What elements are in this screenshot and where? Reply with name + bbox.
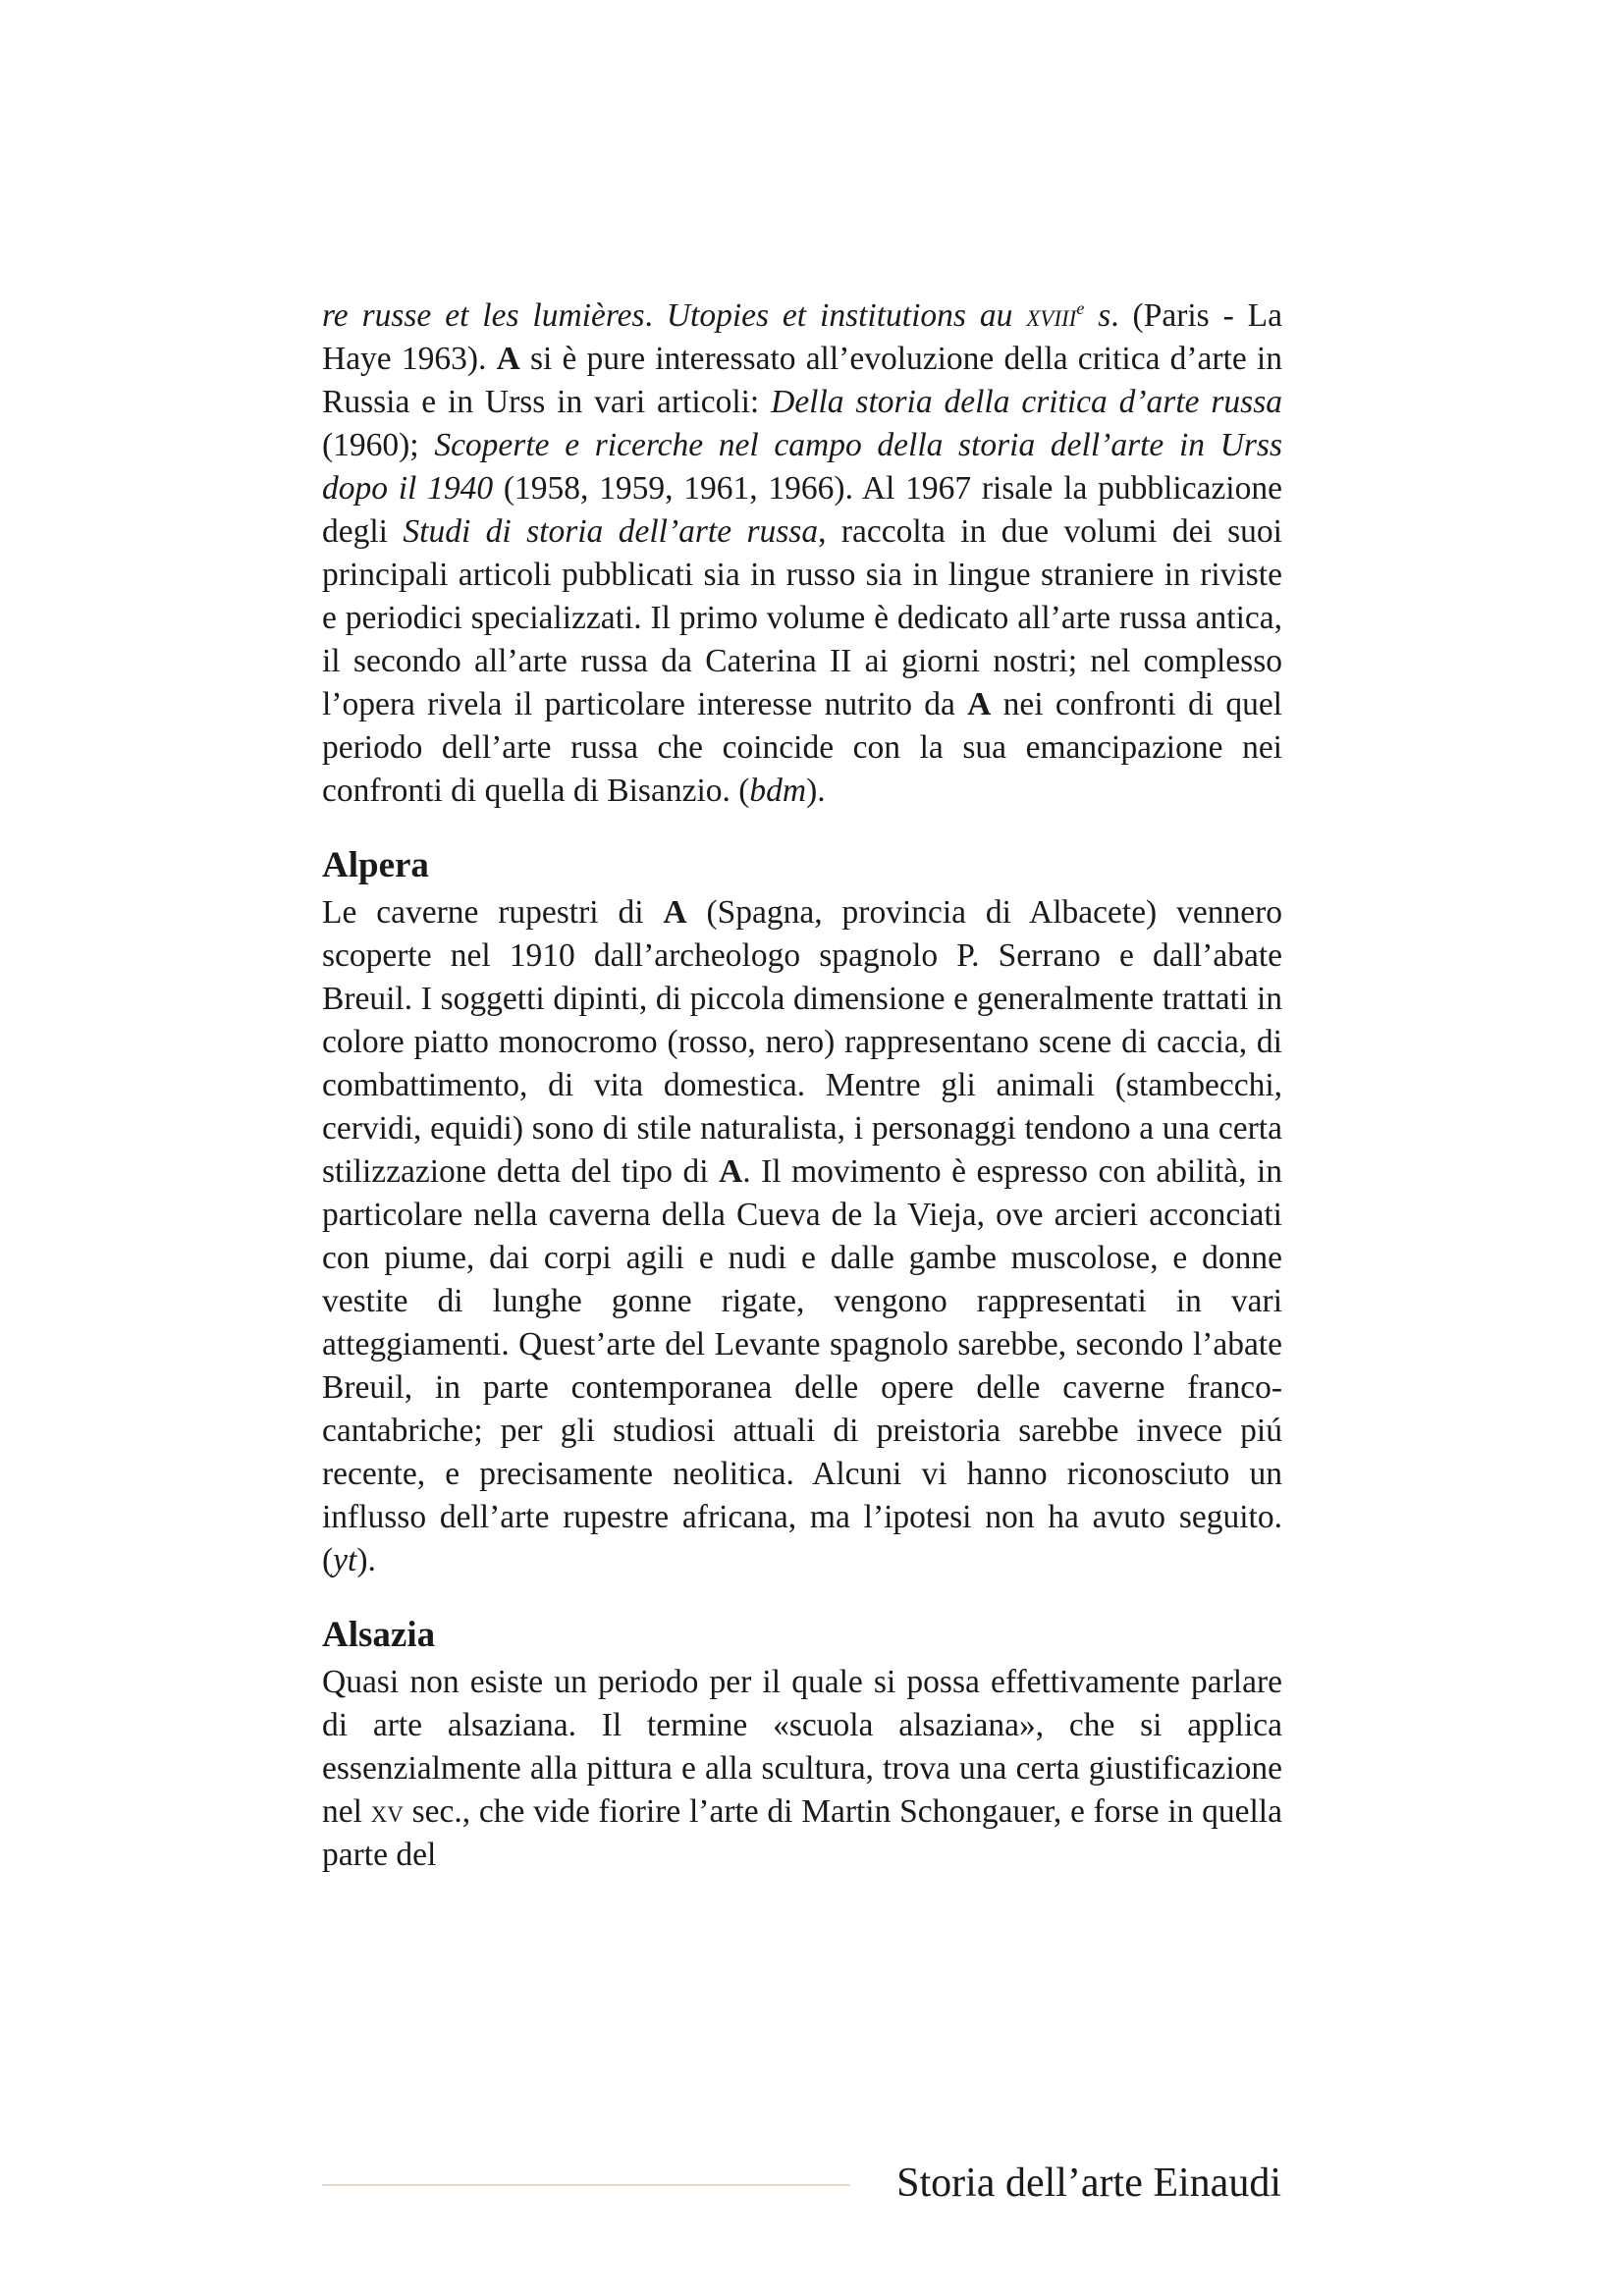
abbreviation-a: A <box>663 894 687 931</box>
article-title: Della storia della critica d’arte russa <box>771 384 1283 420</box>
footer-rule <box>322 2184 850 2186</box>
abbreviation-a: A <box>967 686 992 722</box>
entry-heading-alpera: Alpera <box>322 845 429 885</box>
abbreviation-a: A <box>496 341 520 377</box>
continuation-paragraph: re russe et les lumières. Utopies et institutions au xviii$^e$ s. (Paris - La Haye 1963). A si è pure interessato all’evoluzione della critica d’arte in Russia e in Urss in vari articoli: Della storia della critica d’arte russa (1960); Scoperte e ricerche nel campo della storia dell’arte in Urss dopo il 1940 (1958, 1959, 1961, 1966). Al 1967 risale la pubblicazione degli Studi di storia dell’arte russa, raccolta in due volumi dei suoi principali articoli pubblicati sia in russo sia in lingue straniere in riviste e periodici specializzati. Il primo volume è dedicato all’arte russa antica, il secondo all’arte russa da Caterina II ai giorni nostri; nel complesso l’opera rivela il particolare interesse nutrito da A nei confronti di quel periodo dell’arte russa che coincide con la sua emancipazione nei confronti di quella di Bisanzio. (bdm). <box>322 297 1283 809</box>
abbreviation-a: A <box>719 1153 743 1190</box>
entry-body-alpera: Le caverne rupestri di A (Spagna, provincia di Albacete) vennero scoperte nel 1910 dall’archeologo spagnolo P. Serrano e dall’abate Breuil. I soggetti dipinti, di piccola dimensione e generalmente trattati in colore piatto monocromo (rosso, nero) rappresentano scene di caccia, di combattimento, di vita domestica. Mentre gli animali (stambecchi, cervidi, equidi) sono di stile naturalista, i personaggi tendono a una certa stilizzazione detta del tipo di A. Il movimento è espresso con abilità, in particolare nella caverna della Cueva de la Vieja, ove arcieri acconciati con piume, dai corpi agili e nudi e dalle gambe muscolose, e donne vestite di lunghe gonne rigate, vengono rappresentati in vari atteggiamenti. Quest’arte del Levante spagnolo sarebbe, secondo l’abate Breuil, in parte contemporanea delle opere delle caverne franco-cantabriche; per gli studiosi attuali di preistoria sarebbe invece piú recente, e precisamente neolitica. Alcuni vi hanno riconosciuto un influsso dell’arte rupestre africana, ma l’ipotesi non ha avuto seguito. (yt). <box>322 894 1283 1578</box>
century-numeral: xv <box>370 1793 404 1830</box>
author-initials: yt <box>333 1542 357 1578</box>
author-initials: bdm <box>749 773 807 809</box>
article-title: Scoperte e ricerche nel campo della storia dell’arte in Urss dopo il 1940 <box>322 427 1283 507</box>
entry-heading-alsazia: Alsazia <box>322 1615 436 1655</box>
entry-body-alsazia: Quasi non esiste un periodo per il quale si possa effettivamente parlare di arte alsaziana. Il termine «scuola alsaziana», che si applica essenzialmente alla pittura e alla scultura, trova una certa giustificazione nel xv sec., che vide fiorire l’arte di Martin Schongauer, e forse in quella parte del <box>322 1664 1282 1873</box>
footer-publication-title: Storia dell’arte Einaudi <box>896 2161 1281 2206</box>
century-numeral: xviii <box>1026 297 1077 334</box>
book-title-part: re russe et les lumières <box>322 297 645 334</box>
book-subtitle: Utopies et institutions au <box>666 297 1027 334</box>
superscript-e: e <box>1076 297 1085 318</box>
book-title: Studi di storia dell’arte russa <box>403 513 819 550</box>
text-column <box>322 294 1282 1877</box>
